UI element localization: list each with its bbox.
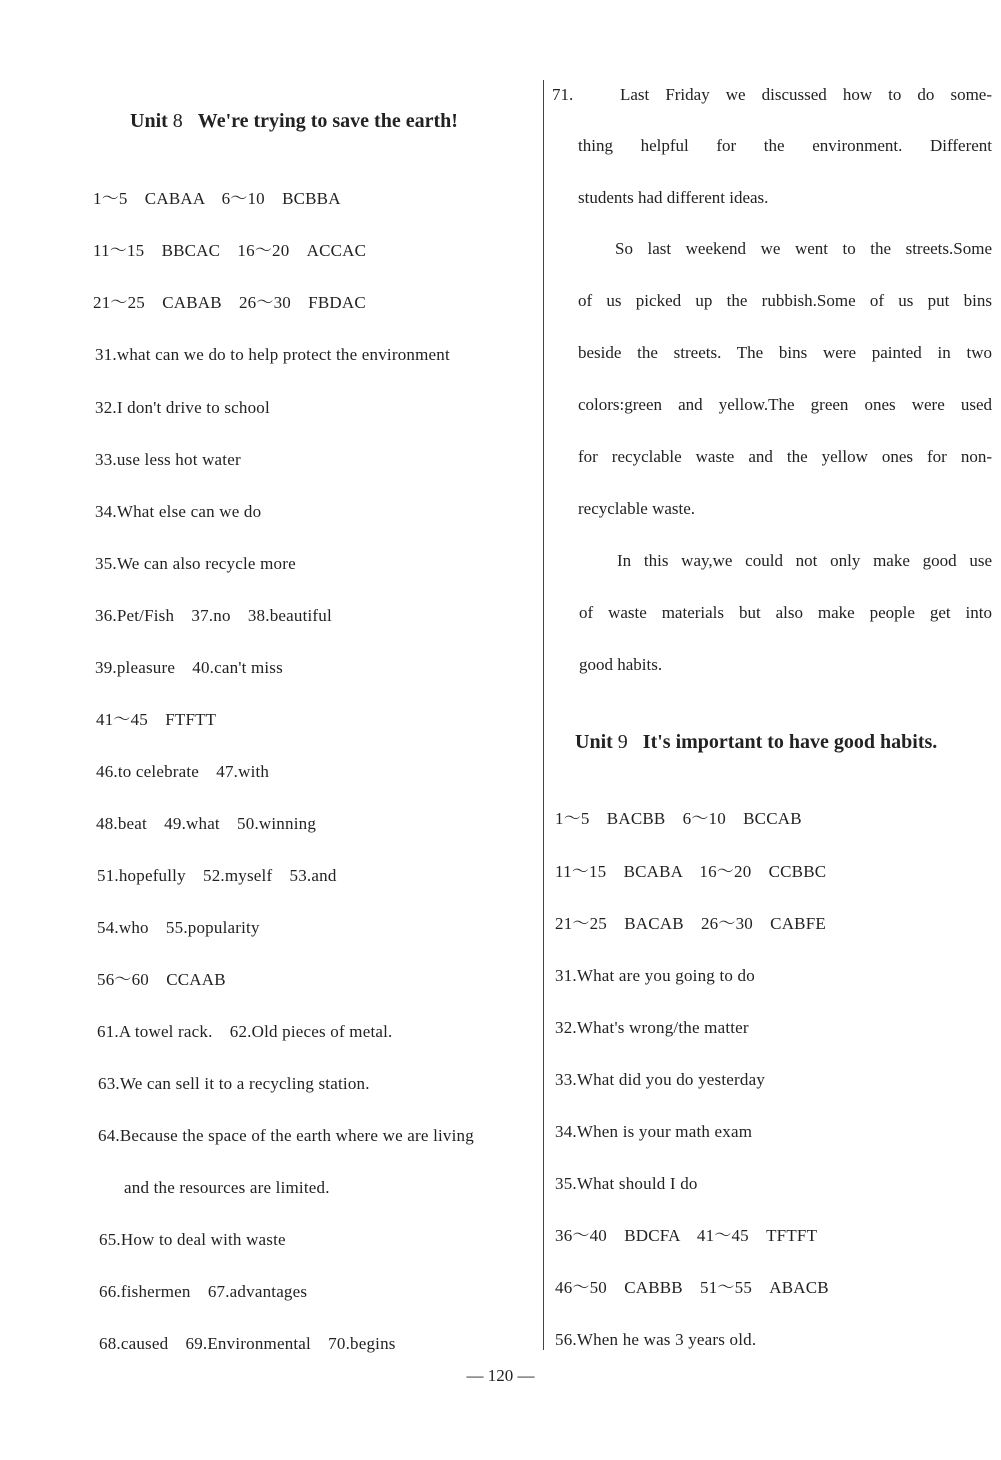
answer-line: 31.What are you going to do (555, 966, 755, 985)
answer-line: 21～25 CABAB 26～30 FBDAC (93, 293, 366, 312)
answer-line: 39.pleasure 40.can't miss (95, 658, 283, 677)
answer-line: 56.When he was 3 years old. (555, 1330, 757, 1349)
essay-line: of us picked up the rubbish.Some of us put bins (578, 291, 992, 310)
answer-line: 11～15 BCABA 16～20 CCBBC (555, 862, 827, 881)
answer-line: 68.caused 69.Environmental 70.begins (99, 1334, 396, 1353)
essay-line: beside the streets. The bins were painted in two (578, 343, 992, 362)
page-number: — 120 — (466, 1366, 535, 1385)
essay-line: thing helpful for the environment. Different (578, 136, 992, 155)
answer-line: 35.We can also recycle more (95, 554, 296, 573)
answer-line: 1～5 CABAA 6～10 BCBBA (93, 189, 341, 208)
essay-line: good habits. (579, 655, 663, 674)
answer-line: 33.use less hot water (95, 450, 241, 469)
essay-line: recyclable waste. (578, 499, 696, 518)
answer-line: 33.What did you do yesterday (555, 1070, 766, 1089)
answer-line: 48.beat 49.what 50.winning (96, 814, 317, 833)
answer-line: 32.I don't drive to school (95, 398, 270, 417)
essay-line: In this way,we could not only make good use (617, 551, 992, 570)
answer-line: 1～5 BACBB 6～10 BCCAB (555, 809, 802, 828)
essay-number: 71. (552, 85, 574, 104)
answer-line: 46.to celebrate 47.with (96, 762, 270, 781)
essay-line: Last Friday we discussed how to do some- (620, 85, 992, 104)
essay-line: of waste materials but also make people get into (579, 603, 992, 622)
essay-line: colors:green and yellow.The green ones were used (578, 395, 992, 414)
answer-line: 66.fishermen 67.advantages (99, 1282, 308, 1301)
answer-line: 65.How to deal with waste (99, 1230, 286, 1249)
answer-line: 32.What's wrong/the matter (555, 1018, 749, 1037)
essay-line: So last weekend we went to the streets.Some (615, 239, 992, 258)
answer-line: 31.what can we do to help protect the environment (95, 345, 450, 364)
column-divider (543, 80, 544, 1350)
answer-line: 36～40 BDCFA 41～45 TFTFT (555, 1226, 818, 1245)
answer-line: 63.We can sell it to a recycling station. (98, 1074, 370, 1093)
answer-line: and the resources are limited. (124, 1178, 330, 1197)
answer-line: 35.What should I do (555, 1174, 698, 1193)
essay-line: students had different ideas. (578, 188, 769, 207)
answer-line: 54.who 55.popularity (97, 918, 260, 937)
answer-line: 41～45 FTFTT (96, 710, 217, 729)
answer-line: 51.hopefully 52.myself 53.and (97, 866, 337, 885)
unit8-heading: Unit 8 We're trying to save the earth! (130, 110, 458, 132)
answer-line: 61.A towel rack. 62.Old pieces of metal. (97, 1022, 393, 1041)
answer-line: 34.When is your math exam (555, 1122, 753, 1141)
answer-line: 21～25 BACAB 26～30 CABFE (555, 914, 826, 933)
answer-line: 46～50 CABBB 51～55 ABACB (555, 1278, 829, 1297)
essay-line: for recyclable waste and the yellow ones for non- (578, 447, 992, 466)
answer-line: 11～15 BBCAC 16～20 ACCAC (93, 241, 367, 260)
answer-line: 64.Because the space of the earth where we are living (98, 1126, 474, 1145)
answer-line: 36.Pet/Fish 37.no 38.beautiful (95, 606, 332, 625)
answer-line: 56～60 CCAAB (97, 970, 226, 989)
unit9-heading: Unit 9 It's important to have good habits. (575, 731, 938, 753)
answer-line: 34.What else can we do (95, 502, 262, 521)
